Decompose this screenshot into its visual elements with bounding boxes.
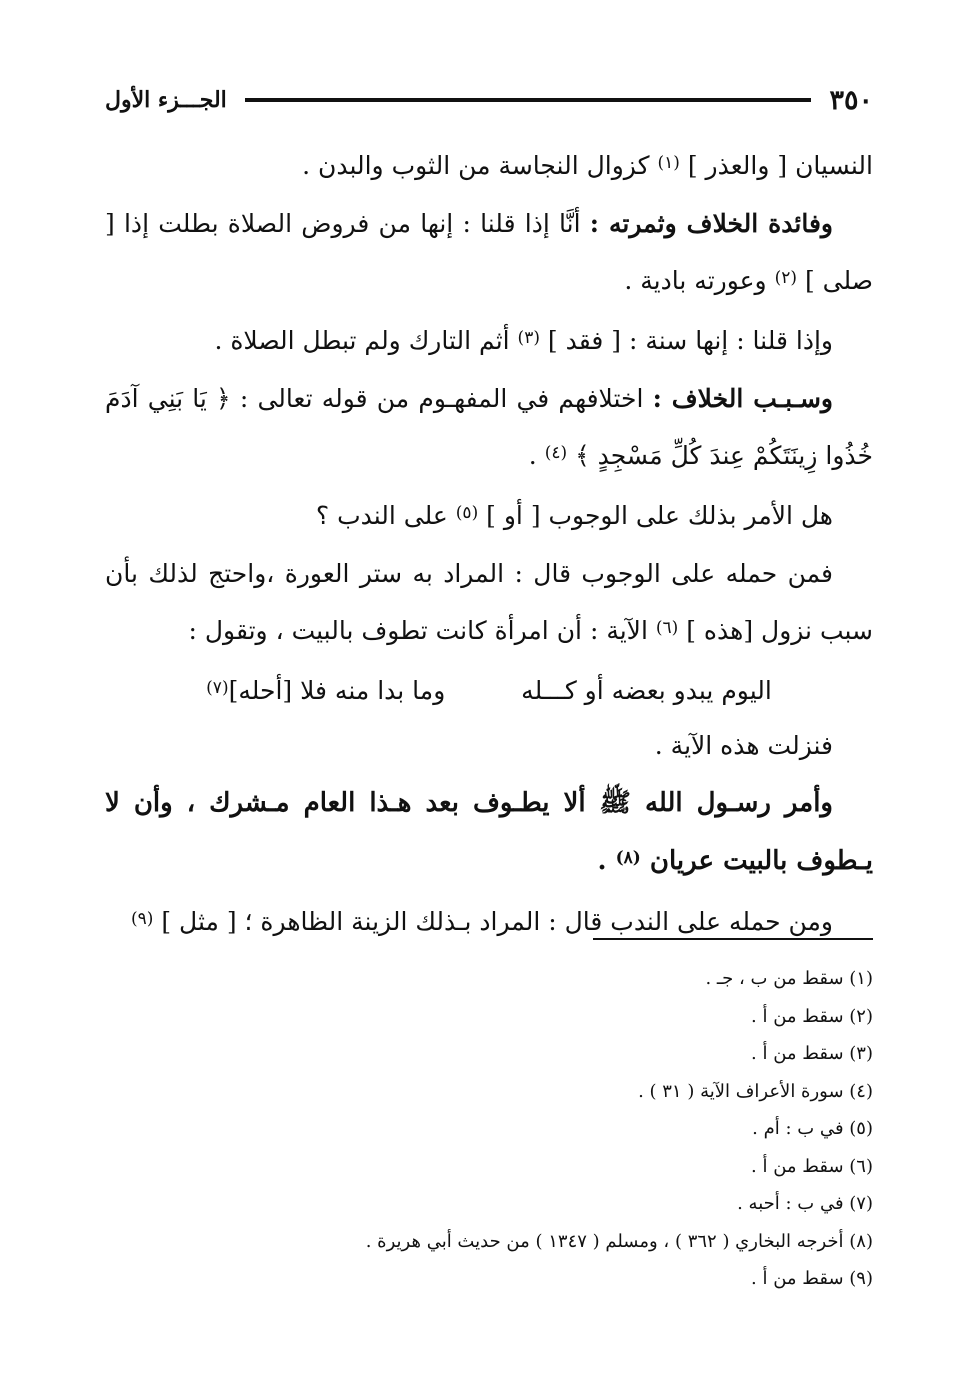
footnote-separator bbox=[593, 938, 873, 940]
footnote-2: (٢) سقط من أ . bbox=[751, 1005, 873, 1027]
text: أنَّا إذا قلنا : إنها من فروض الصلاة بطلت إذا [ صلى ] bbox=[105, 209, 873, 295]
paragraph-9 bbox=[105, 892, 873, 949]
text: . bbox=[528, 441, 537, 470]
page-header bbox=[105, 78, 873, 122]
footnote-3: (٣) سقط من أ . bbox=[751, 1043, 873, 1064]
header-rule bbox=[245, 98, 812, 102]
footnote-marker: (٤) bbox=[544, 443, 568, 463]
paragraph-5 bbox=[105, 486, 873, 543]
text: على الندب ؟ bbox=[315, 501, 448, 530]
main-text bbox=[105, 136, 873, 952]
text: كزوال النجاسة من الثوب والبدن . bbox=[302, 151, 650, 180]
footnote-4: (٤) سورة الأعراف الآية ( ٣١ ) . bbox=[638, 1080, 873, 1102]
text: أثم التارك ولم تبطل الصلاة . bbox=[214, 326, 510, 355]
text: فمن حمله على الوجوب قال : المراد به ستر العورة ،واحتج لذلك بأن سبب نزول [هذه ] bbox=[105, 559, 873, 645]
verse-first-hemistich: اليوم يبدو بعضه أو كـــله bbox=[521, 676, 772, 705]
footnote-marker: (٢) bbox=[774, 268, 797, 288]
paragraph-1 bbox=[105, 136, 873, 193]
paragraph-4 bbox=[105, 371, 873, 483]
text: فنزلت هذه الآية . bbox=[654, 731, 833, 760]
footnote-marker: (٦) bbox=[655, 618, 679, 638]
paragraph-8 bbox=[105, 776, 873, 889]
footnote-6: (٦) سقط من أ . bbox=[751, 1155, 873, 1177]
part-title: الجـــزء الأول bbox=[105, 87, 227, 113]
text: هل الأمر بذلك على الوجوب [ أو ] bbox=[486, 501, 833, 530]
page-number: ٣٥٠ bbox=[829, 84, 873, 116]
paragraph-3 bbox=[105, 311, 873, 368]
footnote-8: (٨) أخرجه البخاري ( ٣٦٢ ) ، ومسلم ( ١٣٤٧ ) من حديث أبي هريرة . bbox=[365, 1230, 873, 1252]
text: وعورته بادية . bbox=[624, 266, 767, 295]
footnote-marker: (١) bbox=[657, 153, 680, 173]
poetry-verse bbox=[105, 661, 873, 718]
text: النسيان [ والعذر ] bbox=[687, 151, 873, 180]
paragraph-2 bbox=[105, 196, 873, 308]
footnote-marker: (٥) bbox=[455, 503, 479, 523]
footnote-1: (١) سقط من ب ، جـ . bbox=[705, 968, 873, 989]
footnotes bbox=[105, 960, 873, 1298]
paragraph-7 bbox=[105, 718, 873, 773]
paragraph-6 bbox=[105, 546, 873, 658]
text: وإذا قلنا : إنها سنة : [ فقد ] bbox=[547, 326, 833, 355]
footnote-marker: (٣) bbox=[517, 328, 540, 348]
verse-second-hemistich: وما بدا منه فلا [أحله] bbox=[228, 676, 446, 705]
footnote-marker: (٨) bbox=[615, 848, 641, 868]
text: وأمر رسـول الله ﷺ ألا يطـوف بعد هـذا العام مـشرك ، وأن لا يـطوف بالبيت عريان bbox=[105, 788, 873, 876]
footnote-7: (٧) في ب : أحبه . bbox=[737, 1193, 873, 1214]
text: الآية : أن امرأة كانت تطوف بالبيت ، وتقول : bbox=[188, 616, 648, 645]
footnote-9: (٩) سقط من أ . bbox=[751, 1268, 873, 1289]
footnote-marker: (٧) bbox=[206, 678, 229, 698]
footnote-5: (٥) في ب : أم . bbox=[752, 1118, 873, 1139]
section-heading: وفائدة الخلاف وثمرته : bbox=[589, 209, 833, 238]
footnote-marker: (٩) bbox=[130, 909, 154, 929]
text: اختلافهم في المفهـوم من قوله تعالى : ﴿ يَا بَنِي آدَمَ خُذُوا زِينَتَكُمْ عِندَ كُلِّ مَسْجِدٍ ﴾ bbox=[105, 384, 873, 470]
text: ومن حمله على الندب قال : المراد بـذلك الزينة الظاهرة ؛ [ مثل ] bbox=[161, 907, 833, 936]
text: . bbox=[597, 846, 607, 876]
section-heading: وسـبـب الخلاف : bbox=[652, 384, 833, 413]
